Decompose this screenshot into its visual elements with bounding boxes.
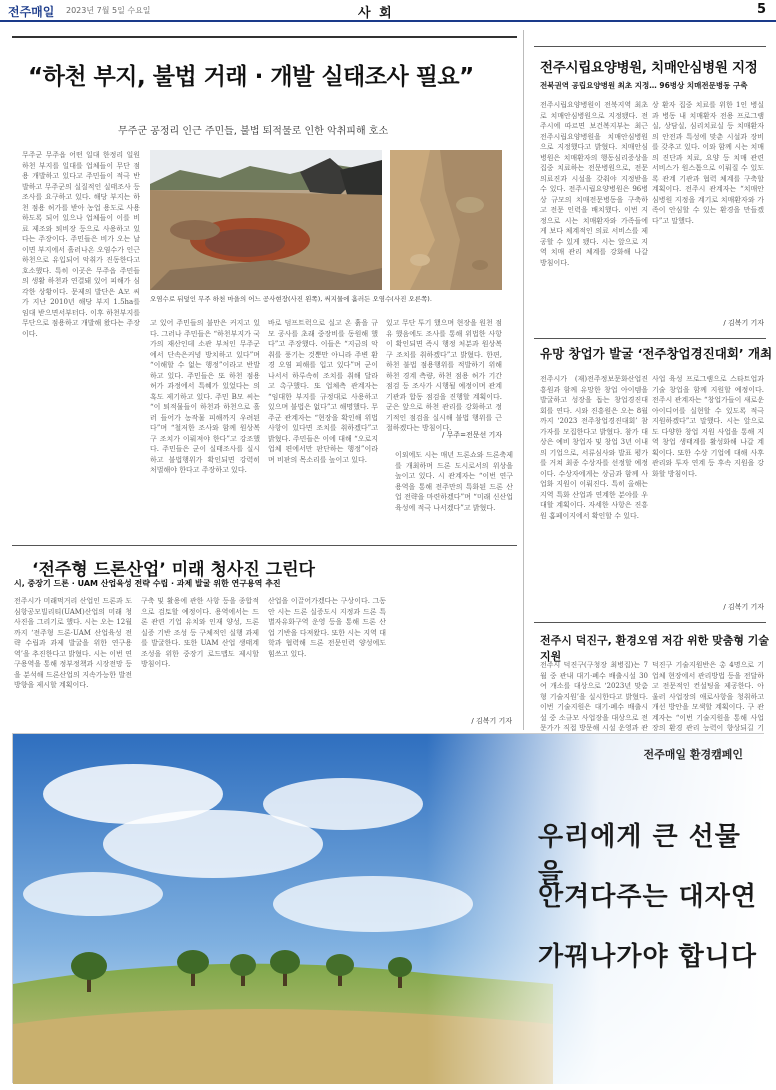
page-number: 5 — [756, 2, 766, 17]
drone-col4: 이외에도 시는 매년 드론쇼와 드론축제를 개최하며 드론 도시로서의 위상을 높이고 있다. 시 관계자는 “이번 연구용역을 통해 전주만의 특화된 드론 산업 전략을 마련하겠다”며 “미래 신산업 육성에 적극 나서겠다”고 밝혔다. — [395, 451, 513, 512]
main-article-byline: / 무주=전문선 기자 — [441, 431, 502, 439]
page-header — [0, 0, 776, 22]
right-top-byline: / 김복기 기자 — [723, 319, 764, 327]
main-subheadline: 무주군 공정리 인근 주민들, 불법 퇴적물로 인한 악취피해 호소 — [118, 126, 389, 137]
main-article-col3: 바로 덤프트럭으로 실고 온 흙을 규모 공사를 초래 중장비를 동원해 했다”고 주장했다. 이들은 “지금의 악취를 풍기는 것뿐만 아니라 주변 환경 오염 피해를 입고 있다”며 군이 나서서 하루속히 조치를 취해 달라고 촉구했다. 또 업체측 관계자는 “임대한 부지를 규정대로 사용하고 있으며 불법은 없다”고 해명했다. 무주군 관계자는 “현장을 확인해 위법 사항이 있다면 조치를 취하겠다”고 밝혔다. 주민들은 이에 대해 “오로지 업체 편에서만 판단하는 행정”이라며 비판의 목소리를 높이고 있다. — [268, 319, 378, 464]
right-mid-col1: 전주시가 (재)전주정보문화산업진흥원과 함께 유망한 창업 아이템을 발굴하고 성장을 돕는 창업경진대회를 연다. 시와 진흥원은 오는 8월까지 ‘2023 전주창업경진대회’ 참가자를 모집한다고 밝혔다. 참가 대상은 예비 창업자 및 창업 3년 이내의 기업으로, 서류심사와 발표 평가를 거쳐 최종 수상자를 선정할 예정이다. 수상자에게는 상금과 함께 사업화 지원이 이뤄진다. 특히 올해는 지역 특화 산업과 연계한 분야를 우대할 계획이다. 자세한 사항은 진흥원 홈페이지에서 확인할 수 있다. — [540, 375, 648, 520]
section-title: 사 회 — [358, 6, 394, 21]
article-rule — [12, 36, 517, 38]
right-top-headline: 전주시립요양병원, 치매안심병원 지정 — [540, 60, 758, 76]
right-top-col2: 상 환자 집중 치료를 위한 1인 병실과 병동 내 치매환자 전용 프로그램실, 상담실, 심리치료실 등 치매환자의 안전과 특성에 맞춘 시설과 장비를 갖추고 있다. 이와 함께 시는 치매의 진단과 치료, 요양 등 치매 관련 서비스가 원스톱으로 이뤄질 수 있도록 관계 기관과 협력 체계를 구축할 계획이다. 전주시 관계자는 “치매안심병원 지정을 계기로 치매환자와 가족이 안심할 수 있는 환경을 만들겠다”고 말했다. — [652, 101, 764, 225]
campaign-line-1: 우리에게 큰 선물을 — [538, 822, 741, 889]
photo-caption: 오염수로 뒤덮인 무주 하천 마을의 어느 공사현장(사진 왼쪽), 써지물에 흘러든 오염수(사진 오른쪽). — [150, 295, 432, 303]
main-article-col1: 무주군 무주읍 어떤 일대 한정리 일원 하천 부지를 일대를 업체들이 무단 점용 개발하고 있다고 주민들이 적극 반발하고 무주군의 실질적인 실태조사 등 조사를 요구하고 있다. 해당 부지는 하천 점용 허가를 받아 농업 용도로 사용하도록 되어 있으나 업체들이 이를 비료 제조와 퇴비장 등으로 사용하고 있다는 주장이다. 주민들은 비가 오는 날이면 부지에서 흘러나온 오염수가 인근 하천으로 유입되어 악취가 진동한다고 호소했다. 특히 이곳은 무주읍 주민들의 생활 하천과 연결돼 있어 피해가 심각한 상황이다. 문제의 발단은 A모 씨가 지난 2010년 해당 부지 1.5ha를 임대 받으면서부터다. 이후 하천부지를 무단으로 점용하고 개발해 왔다는 주장이다. — [22, 151, 140, 338]
main-article-col2: 고 있어 주민들의 불만은 커지고 있다. 그러나 주민들은 “하천부지가 국가의 재산인데 소관 부처인 무주군에서 단속은커녕 방치하고 있다”며 “이해할 수 없는 행정”이라고 반발하고 있다. 주민들은 또 하천 점용 허가 과정에서 특혜가 있었다는 의혹도 제기하고 있다. 주민 B모 씨는 “이 퇴적물들이 하천과 하천으로 흘러 들어가 농작물 피해까지 우려된다”며 “철저한 조사와 함께 원상복구 조치가 이뤄져야 한다”고 강조했다. 주민들은 군이 실태조사를 실시하고 불법행위가 확인되면 강력히 처벌해야 한다고 주장하고 있다. — [150, 319, 260, 474]
right-bottom-headline: 전주시 덕진구, 환경오염 저감 위한 맞춤형 기술지원 — [540, 634, 770, 663]
drone-col3: 산업을 이끌어가겠다는 구상이다. 그동안 시는 드론 실증도시 지정과 드론 특별자유화구역 운영 등을 통해 드론 산업 기반을 다져왔다. 또한 시는 지역 대학과 협력해 드론 전문인력 양성에도 힘쓰고 있다. — [268, 597, 386, 658]
article-rule — [534, 622, 766, 623]
drone-byline: / 김복기 기자 — [471, 717, 512, 725]
drone-subheadline: 시, 중장기 드론 · UAM 산업육성 전략 수립 · 과제 발굴 위한 연구용역 추진 — [14, 579, 281, 588]
column-divider — [523, 30, 524, 730]
right-mid-headline: 유망 창업가 발굴 ‘전주창업경진대회’ 개최 — [540, 346, 773, 361]
drone-headline: ‘전주형 드론산업’ 미래 청사진 그린다 — [32, 560, 315, 580]
right-bottom-col1: 전주시 덕진구(구청장 최병집)는 7월 중 관내 대기·폐수 배출시설 30여 개소를 대상으로 ‘2023년 맞춤형 기술지원’을 실시한다고 밝혔다. 이번 기술지원은 대기·폐수 배출시설 중 소규모 사업장을 대상으로 전문가가 직접 방문해 시설 운영과 관 — [540, 661, 648, 732]
drone-col2: 구축 및 활용에 관한 사항 등을 종합적으로 검토할 예정이다. 용역에서는 드론 관련 기업 유치와 인재 양성, 드론 실증 기반 조성 등 구체적인 실행 과제를 발굴한다. 또한 UAM 산업 생태계 조성을 위한 중장기 로드맵도 제시할 방침이다. — [141, 597, 259, 668]
right-mid-byline: / 김복기 기자 — [723, 603, 764, 611]
campaign-label: 전주매일 환경캠페인 — [643, 748, 743, 761]
main-headline: “하천 부지, 불법 거래 · 개발 실태조사 필요” — [28, 64, 474, 90]
article-rule — [534, 46, 766, 47]
right-bottom-col2: 덕진구 기술지원반은 총 4명으로 기업체 현장에서 관리방법 등을 전달하고 전문적인 컨설팅을 제공한다. 아울러 사업장의 애로사항을 청취하고 개선 방안을 모색할 계획이다. 구 관계자는 “이번 기술지원을 통해 사업장의 환경 관리 능력이 향상되길 기 — [652, 661, 764, 732]
polluted-water-photo — [390, 150, 502, 290]
article-rule — [534, 338, 766, 339]
construction-photo — [150, 150, 382, 290]
environment-campaign-ad — [12, 733, 764, 1083]
campaign-line-3: 가꿔나가야 합니다 — [538, 942, 757, 972]
campaign-line-2: 안겨다주는 대자연 — [538, 882, 757, 912]
date-line: 2023년 7월 5일 수요일 — [66, 6, 151, 15]
main-article-col4: 있고 무단 투기 했으며 현장을 원천 점유 했음에도 조사를 통해 위법한 사항이 확인되면 즉시 행정 처분과 원상복구 조치를 취하겠다”고 밝혔다. 한편, 하천 불법 점용행위를 적발하기 위해 하천 경계 측량, 하천 점용 허가 기간 점검 등 조사가 시행될 예정이며 관계 기관과 합동 점검을 진행할 계획이다. 군은 앞으로 하천 관리를 강화하고 정기적인 점검을 실시해 불법 행위를 근절하겠다는 방침이다. — [386, 319, 502, 432]
right-mid-col2: 사업 육성 프로그램으로 스타트업과 기술 창업을 함께 지원할 예정이다. 전주시 관계자는 “창업가들이 새로운 아이디어를 실현할 수 있도록 적극 지원하겠다”고 말했다. 시는 앞으로도 다양한 창업 지원 사업을 통해 지역 창업 생태계를 활성화해 나갈 계획이다. 또한 수상 기업에 대해 사후 관리와 투자 연계 등 후속 지원을 강화할 방침이다. — [652, 375, 764, 478]
masthead: 전주매일 — [8, 5, 55, 19]
right-top-col1: 전주시립요양병원이 전북지역 최초로 치매안심병원으로 지정됐다. 전주시에 따르면 보건복지부는 최근 전주시립요양병원을 치매안심병원으로 지정했다고 밝혔다. 치매안심병원은 치매환자의 행동심리증상을 집중 치료하는 전문병원으로, 전문 의료진과 시설을 갖춰야 지정받을 수 있다. 전주시립요양병원은 96병상 규모의 치매전문병동을 구축하고 전문 인력을 배치했다. 이번 지정으로 시는 치매환자와 가족들에게 보다 체계적인 의료 서비스를 제공할 수 있게 됐다. 시는 앞으로 지역 치매 관리 체계를 강화해 나갈 방침이다. — [540, 101, 648, 267]
right-top-subheadline: 전북권역 공립요양병원 최초 지정… 96병상 치매전문병동 구축 — [540, 81, 748, 90]
drone-col1: 전주시가 미래먹거리 산업인 드론과 도심항공모빌리티(UAM)산업의 미래 청사진을 그리기로 했다. 시는 오는 12월까지 ‘전주형 드론·UAM 산업육성 전략 수립과 과제 발굴을 위한 연구용역’을 추진한다고 밝혔다. 시는 이번 연구용역을 통해 정부정책과 시장전망 등을 분석해 드론산업의 지속가능한 발전 방향을 제시할 계획이다. — [14, 597, 132, 689]
